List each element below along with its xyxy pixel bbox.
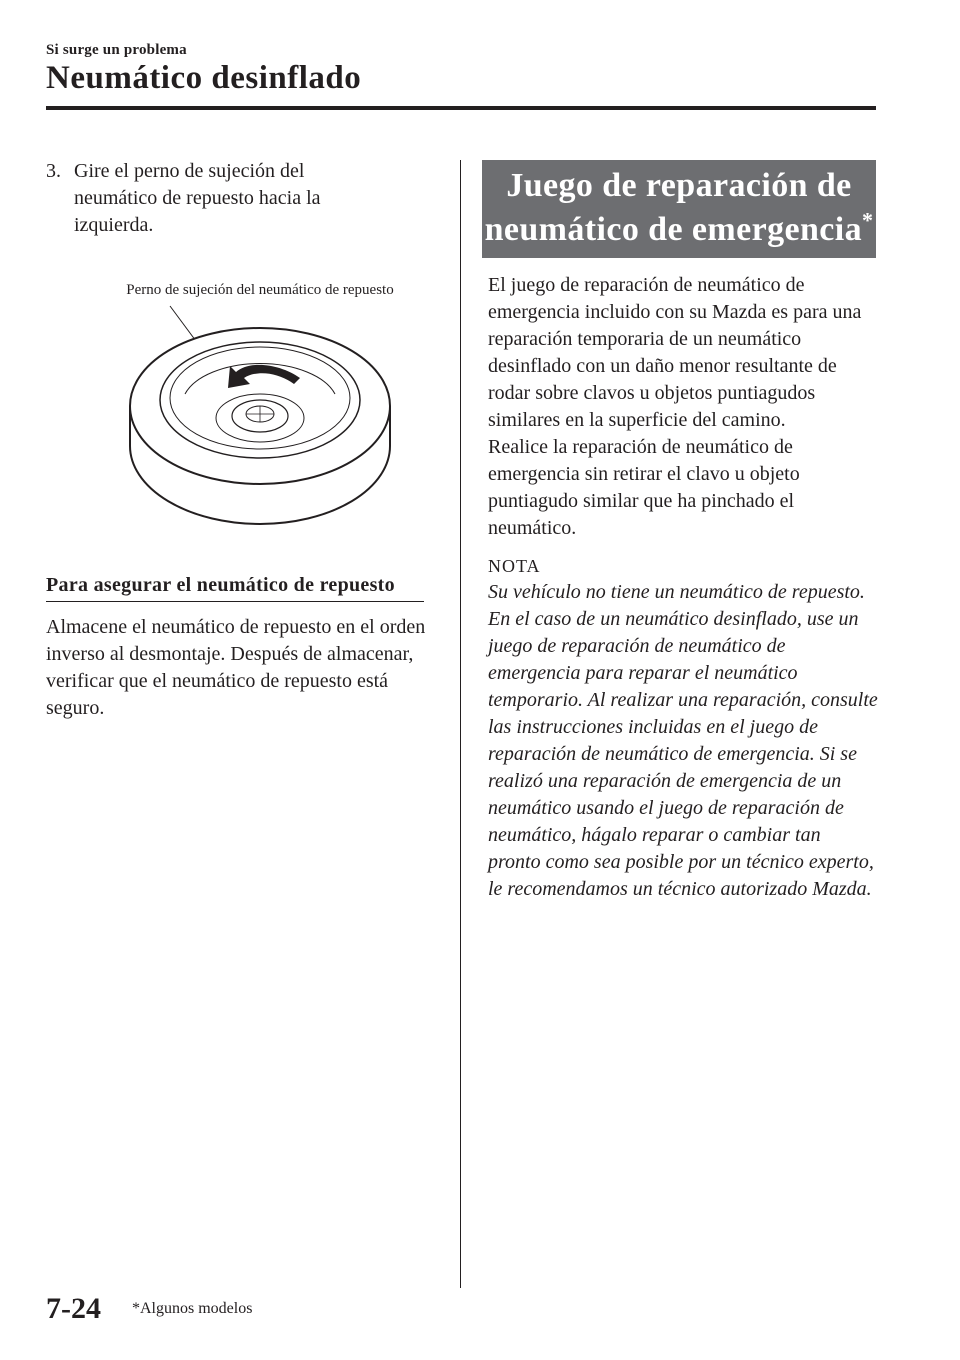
step-number: 3. bbox=[46, 160, 61, 182]
footnote: *Algunos modelos bbox=[132, 1300, 253, 1317]
storage-paragraph: Almacene el neumático de repuesto en el orden inverso al desmontaje. Después de almacenar, verificar que el neumático de repuesto está seguro. bbox=[46, 616, 426, 719]
figure-caption: Perno de sujeción del neumático de repuesto bbox=[126, 282, 394, 298]
left-column bbox=[46, 158, 426, 239]
spare-tire-illustration bbox=[100, 276, 420, 538]
banner-marker: * bbox=[862, 207, 874, 233]
note-text: Su vehículo no tiene un neumático de repuesto. En el caso de un neumático desinflado, use un juego de reparación de neumático de emergencia para reparar el neumático temporario. Al realizar una reparación, consulte las instrucciones incluidas en el juego de reparación de neumático de emergencia. Si se realizó una reparación de emergencia de un neumático usando el juego de reparación de neumático, hágalo reparar o cambiar tan pronto como sea posible por un técnico experto, le recomendamos un técnico autorizado Mazda. bbox=[488, 581, 878, 900]
column-divider bbox=[460, 160, 461, 1288]
spare-tire-figure bbox=[100, 276, 420, 538]
repair-kit-paragraph-2: Realice la reparación de neumático de emergencia sin retirar el clavo u objeto puntiagudo similar que ha pinchado el neumático. bbox=[488, 436, 800, 539]
title-rule bbox=[46, 106, 876, 110]
banner-title: Juego de reparación de neumático de emergencia bbox=[484, 167, 863, 248]
step-text: Gire el perno de sujeción del neumático de repuesto hacia la izquierda. bbox=[74, 160, 321, 236]
chapter-title: Neumático desinflado bbox=[46, 60, 362, 96]
page-number: 7-24 bbox=[46, 1292, 101, 1325]
right-column bbox=[482, 160, 876, 903]
note-label: NOTA bbox=[488, 556, 541, 576]
section-subheading: Para asegurar el neumático de repuesto bbox=[46, 574, 424, 602]
section-banner bbox=[482, 160, 876, 258]
repair-kit-paragraph-1: El juego de reparación de neumático de emergencia incluido con su Mazda es para una reparación temporaria de un neumático desinflado con un daño menor resultante de rodar sobre clavos u objetos puntiagudos similares en la superficie del camino. bbox=[488, 274, 862, 431]
section-label: Si surge un problema bbox=[46, 42, 187, 58]
step-3 bbox=[46, 158, 426, 239]
